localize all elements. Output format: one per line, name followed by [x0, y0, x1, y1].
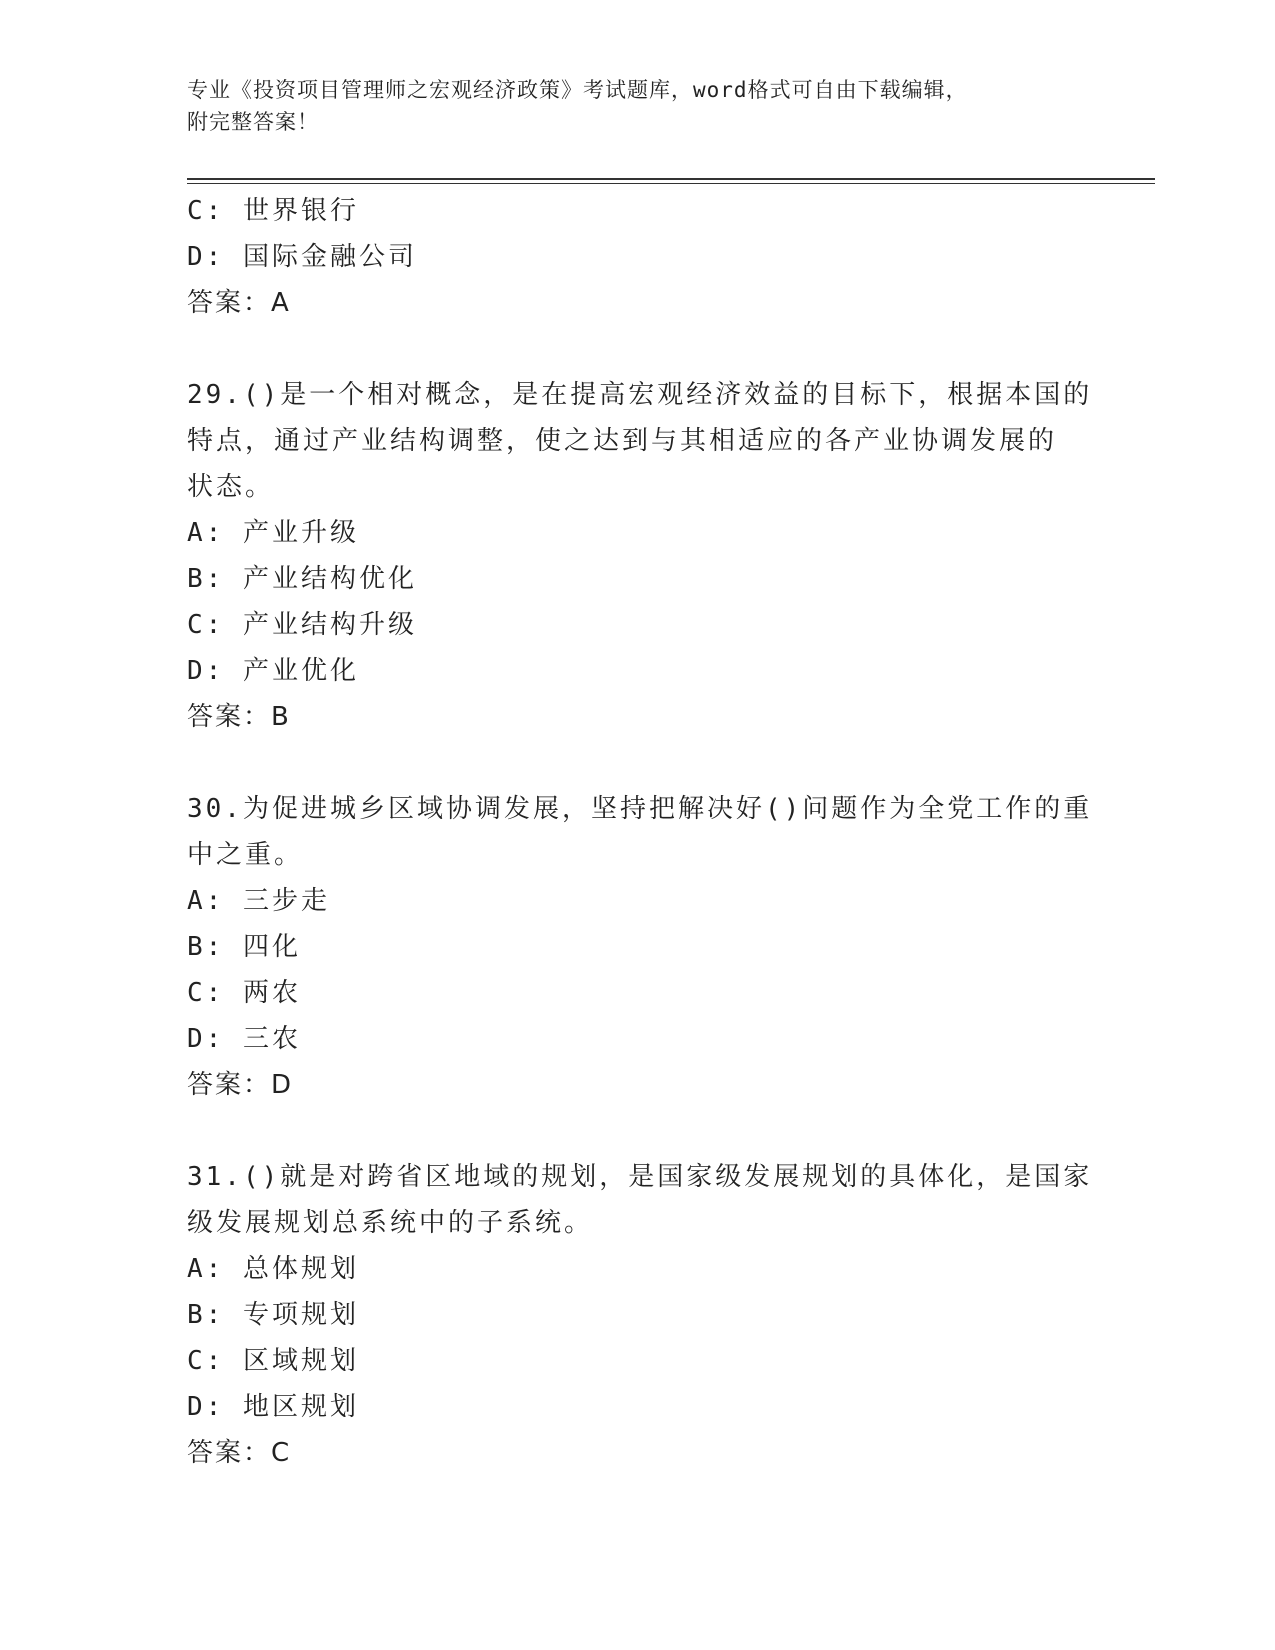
- option-c: C: 产业结构升级: [187, 610, 417, 640]
- question-text-line: 31.()就是对跨省区地域的规划，是国家级发展规划的具体化，是国家: [187, 1162, 1093, 1192]
- option-b: B: 产业结构优化: [187, 564, 417, 594]
- answer-line: 答案：D: [187, 1070, 294, 1100]
- option-c: C: 世界银行: [187, 196, 359, 226]
- option-b: B: 四化: [187, 932, 301, 962]
- page-header: [187, 74, 1087, 138]
- header-title-line-1: 专业《投资项目管理师之宏观经济政策》考试题库，word格式可自由下载编辑，: [187, 78, 968, 102]
- option-b: B: 专项规划: [187, 1300, 359, 1330]
- answer-line: 答案：C: [187, 1438, 292, 1468]
- header-divider-thin: [187, 183, 1155, 184]
- header-divider-thick: [187, 178, 1155, 180]
- question-28-continued: [187, 188, 1087, 326]
- question-text-line: 29.()是一个相对概念，是在提高宏观经济效益的目标下，根据本国的: [187, 380, 1093, 410]
- spacer: [187, 1108, 1087, 1154]
- option-d: D: 国际金融公司: [187, 242, 417, 272]
- option-c: C: 区域规划: [187, 1346, 359, 1376]
- question-31: [187, 1154, 1093, 1476]
- question-text-line: 中之重。: [187, 840, 304, 870]
- option-c: C: 两农: [187, 978, 301, 1008]
- answer-line: 答案：A: [187, 288, 291, 318]
- option-d: D: 三农: [187, 1024, 301, 1054]
- question-text-line: 特点，通过产业结构调整，使之达到与其相适应的各产业协调发展的: [187, 426, 1058, 456]
- option-a: A: 三步走: [187, 886, 330, 916]
- question-text-line: 级发展规划总系统中的子系统。: [187, 1208, 594, 1238]
- question-30: [187, 786, 1093, 1108]
- question-list: [187, 188, 1093, 1476]
- option-d: D: 产业优化: [187, 656, 359, 686]
- answer-line: 答案：B: [187, 702, 291, 732]
- header-title-line-2: 附完整答案！: [187, 110, 319, 134]
- question-29: [187, 372, 1093, 740]
- option-a: A: 产业升级: [187, 518, 359, 548]
- spacer: [187, 326, 1087, 372]
- question-text-line: 状态。: [187, 472, 275, 502]
- question-text-line: 30.为促进城乡区域协调发展，坚持把解决好()问题作为全党工作的重: [187, 794, 1093, 824]
- spacer: [187, 740, 1087, 786]
- option-a: A: 总体规划: [187, 1254, 359, 1284]
- option-d: D: 地区规划: [187, 1392, 359, 1422]
